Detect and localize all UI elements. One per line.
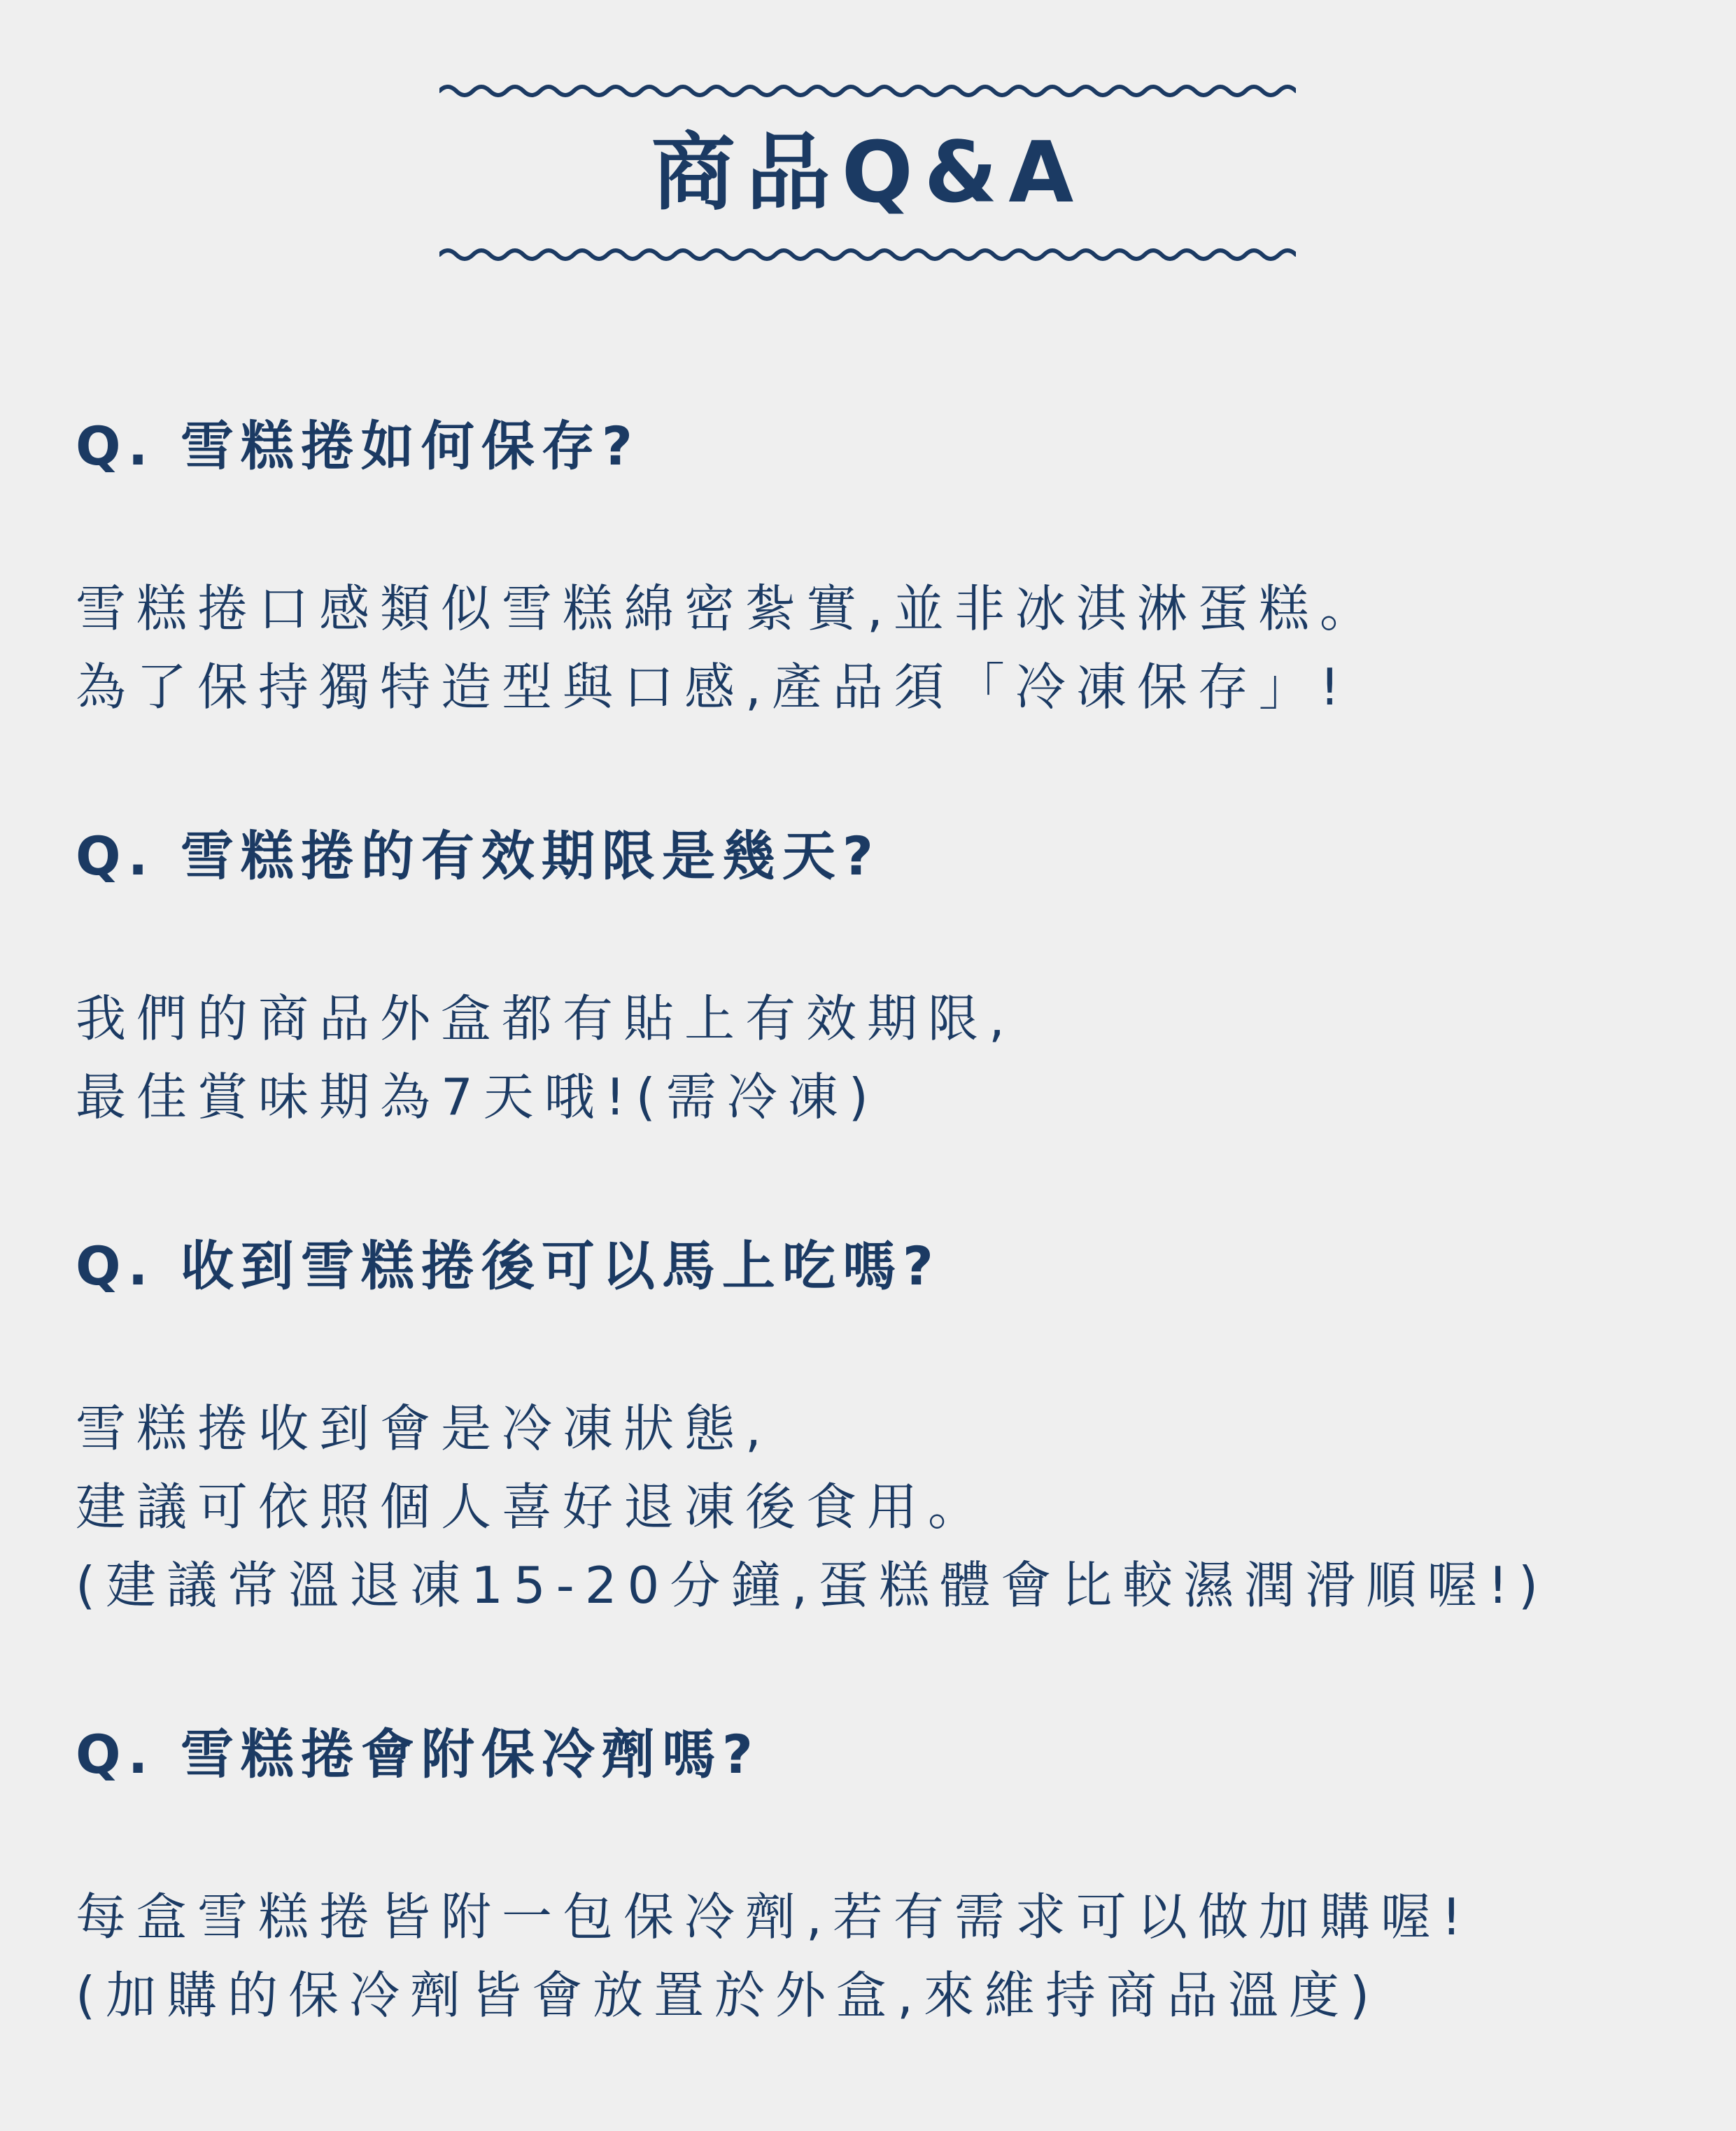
faq-question: Q. 收到雪糕捲後可以馬上吃嗎?: [76, 1235, 941, 1297]
wavy-divider-bottom: [439, 246, 1296, 263]
faq-answer-line: 雪糕捲口感類似雪糕綿密紮實,並非冰淇淋蛋糕。: [76, 579, 1381, 638]
faq-answer-line: 我們的商品外盒都有貼上有效期限,: [76, 989, 1015, 1048]
faq-item-shelf-life: [76, 823, 1685, 1136]
faq-item-eating: [76, 1233, 1685, 1624]
faq-answer-line: 建議可依照個人喜好退凍後食用。: [76, 1478, 989, 1536]
faq-item-ice-pack: [76, 1721, 1685, 2034]
faq-question: Q. 雪糕捲會附保冷劑嗎?: [76, 1723, 761, 1785]
faq-answer-line: 雪糕捲收到會是冷凍狀態,: [76, 1399, 772, 1458]
page-title: 商品Q&A: [651, 125, 1085, 222]
faq-answer-line: (建議常溫退凍15-20分鐘,蛋糕體會比較濕潤滑順喔!): [76, 1556, 1549, 1615]
faq-question: Q. 雪糕捲如何保存?: [76, 415, 640, 477]
faq-answer-line: 最佳賞味期為7天哦!(需冷凍): [76, 1068, 879, 1126]
header: [0, 0, 1736, 322]
wavy-divider-top: [439, 83, 1296, 99]
faq-list: [76, 413, 1685, 2131]
faq-item-storage: [76, 413, 1685, 726]
faq-answer-line: (加購的保冷劑皆會放置於外盒,來維持商品溫度): [76, 1966, 1381, 2025]
faq-answer-line: 每盒雪糕捲皆附一包保冷劑,若有需求可以做加購喔!: [76, 1888, 1472, 1946]
faq-question: Q. 雪糕捲的有效期限是幾天?: [76, 825, 881, 887]
faq-answer-line: 為了保持獨特造型與口感,產品須「冷凍保存」!: [76, 658, 1350, 716]
